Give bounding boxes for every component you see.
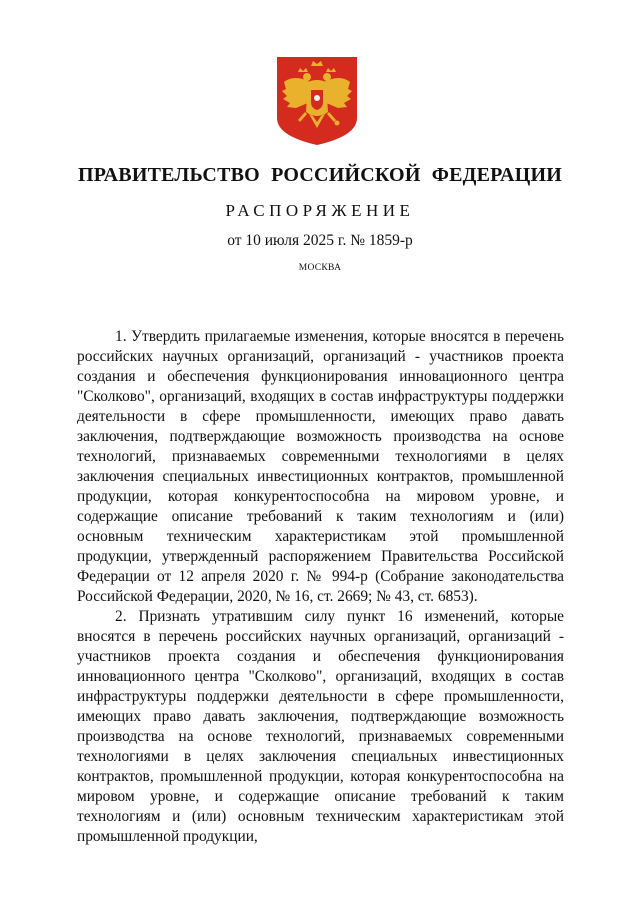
paragraph-1: 1. Утвердить прилагаемые изменения, которые вносятся в перечень российских научных организаций, организаций - участников проекта создания и обеспечения функционирования инновационного центра "Сколково", организаций, входящих в состав инфраструктуры поддержки деятельности в сфере промышленности, имеющих право давать заключения, подтверждающие возможность производства на основе технологий, признаваемых современными технологиями в целях заключения специальных инвестиционных контрактов, промышленной продукции, которая конкурентоспособна на мировом уровне, и содержащие описание требований к таким технологиям и (или) основным техническим характеристикам этой промышленной продукции, утвержденный распоряжением Правительства Российской Федерации от 12 апреля 2020 г. № 994-р (Собрание законодательства Российской Федерации, 2020, № 16, ст. 2669; № 43, ст. 6853).: [77, 328, 564, 605]
document-body: [77, 327, 564, 847]
document-date-number: от 10 июля 2025 г. № 1859-р: [227, 232, 413, 249]
government-title: ПРАВИТЕЛЬСТВО РОССИЙСКОЙ ФЕДЕРАЦИИ: [78, 164, 562, 186]
paragraph-2: 2. Признать утратившим силу пункт 16 изменений, которые вносятся в перечень российских научных организаций, организаций - участников проекта создания и обеспечения функционирования инновационного центра "Сколково", организаций, входящих в состав инфраструктуры поддержки деятельности в сфере промышленности, имеющих право давать заключения, подтверждающие возможность производства на основе технологий, признаваемых современными технологиями в целях заключения специальных инвестиционных контрактов, промышленной продукции, которая конкурентоспособна на мировом уровне, и содержащие описание требований к таким технологиям и (или) основным техническим характеристикам этой промышленной продукции,: [77, 608, 564, 845]
document-type: РАСПОРЯЖЕНИЕ: [225, 201, 415, 220]
document-city: МОСКВА: [298, 263, 342, 273]
russian-coat-of-arms-icon: [276, 56, 358, 146]
